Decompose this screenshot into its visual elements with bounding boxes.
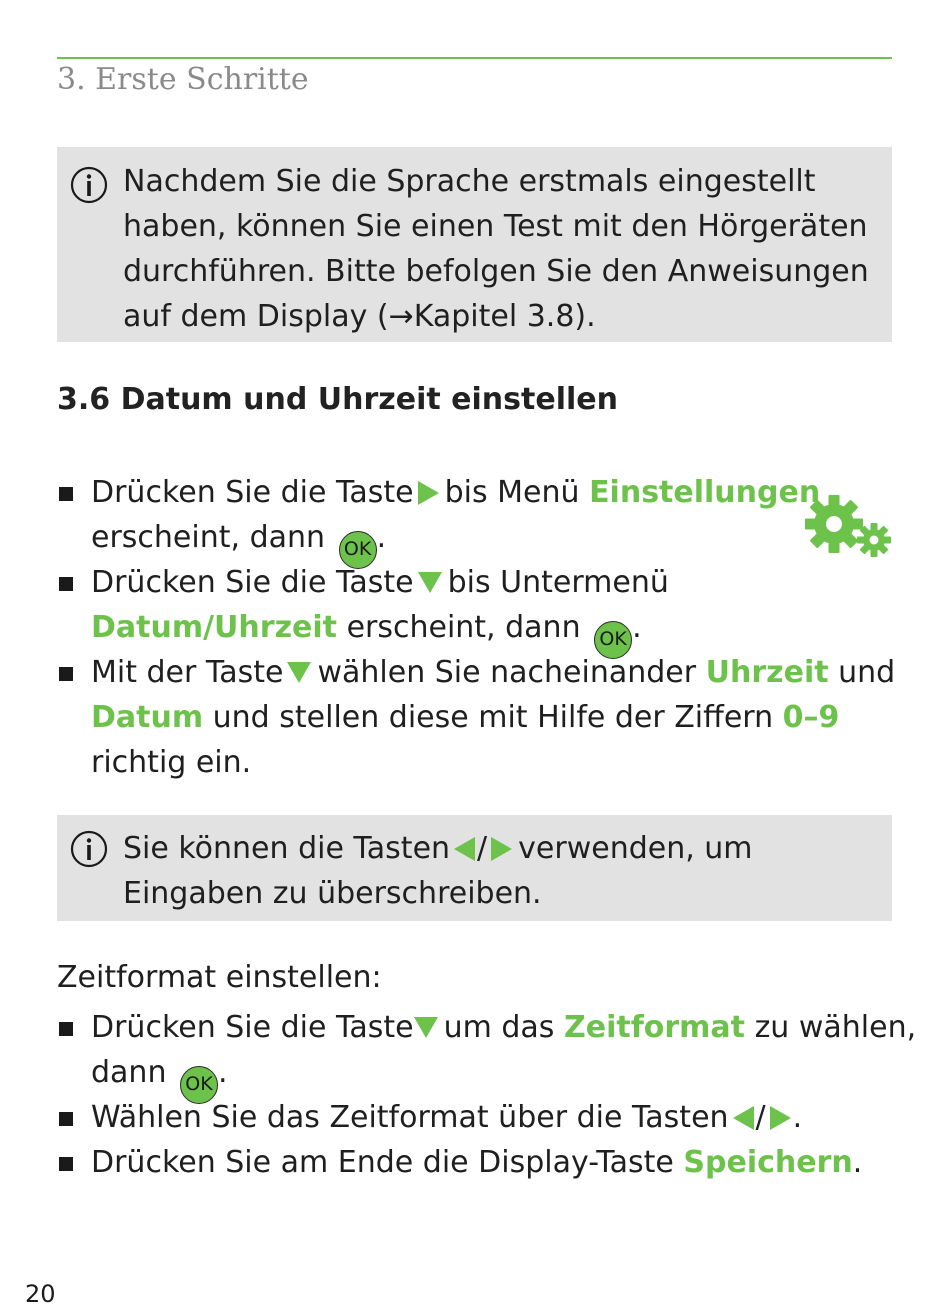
info-icon: [69, 829, 109, 869]
step-text: Drücken Sie die Taste: [91, 475, 414, 510]
step-text: Mit der Taste: [91, 655, 284, 690]
step-text: erscheint, dann: [91, 520, 326, 555]
list-item-continuation: [57, 695, 895, 740]
info-icon: [69, 165, 109, 205]
punctuation: .: [218, 1055, 228, 1090]
list-item: [57, 1095, 916, 1140]
menu-name-highlight: Zeitformat: [563, 1010, 746, 1045]
note-line: durchführen. Bitte befolgen Sie den Anweisungen: [123, 254, 869, 289]
list-item: [57, 1140, 916, 1185]
arrow-down-icon: [418, 572, 442, 593]
bullet-square-icon: [59, 577, 73, 591]
steps-list: [57, 470, 895, 785]
section-title: 3.6 Datum und Uhrzeit einstellen: [57, 382, 618, 417]
arrow-left-icon: [733, 1106, 754, 1130]
step-text: Wählen Sie das Zeitformat über die Tasten: [91, 1100, 729, 1135]
menu-name-highlight: Uhrzeit: [705, 655, 829, 690]
note-text: Sie können die Tasten: [123, 831, 451, 866]
list-item: [57, 650, 895, 695]
list-item-continuation: [57, 1050, 916, 1095]
menu-name-highlight: Einstellungen: [589, 475, 821, 510]
list-item: [57, 560, 895, 605]
step-text: und: [838, 655, 896, 690]
arrow-down-icon: [287, 662, 311, 683]
display-key-highlight: Speichern: [683, 1145, 853, 1180]
step-text: und stellen diese mit Hilfe der Ziffern: [212, 700, 774, 735]
arrow-right-icon: [491, 837, 512, 861]
punctuation: .: [852, 1145, 863, 1180]
info-note-1-text: [123, 159, 869, 339]
timeformat-heading: Zeitformat einstellen:: [57, 960, 382, 995]
step-text: wählen Sie nacheinander: [317, 655, 697, 690]
step-text: Drücken Sie am Ende die Display-Taste: [91, 1145, 674, 1180]
note-line: auf dem Display (→Kapitel 3.8).: [123, 299, 596, 334]
arrow-right-icon: [418, 481, 439, 505]
step-text: um das: [443, 1010, 555, 1045]
bullet-square-icon: [59, 1157, 73, 1171]
list-item-continuation: [57, 515, 895, 560]
info-note-2-text: [123, 826, 753, 916]
menu-name-highlight: Datum/Uhrzeit: [91, 610, 338, 645]
info-note-1: [57, 147, 892, 342]
note-line: haben, können Sie einen Test mit den Hörgeräten: [123, 209, 868, 244]
bullet-square-icon: [59, 487, 73, 501]
step-text: zu wählen,: [754, 1010, 917, 1045]
step-text: richtig ein.: [91, 745, 252, 780]
list-item: [57, 1005, 916, 1050]
step-text: bis Untermenü: [447, 565, 669, 600]
menu-name-highlight: Datum: [91, 700, 204, 735]
note-line: [123, 826, 753, 871]
step-text: bis Menü: [444, 475, 580, 510]
note-line: Nachdem Sie die Sprache erstmals eingestellt: [123, 164, 816, 199]
chapter-title: 3. Erste Schritte: [57, 62, 309, 97]
ok-button-icon: OK: [180, 1066, 218, 1104]
bullet-square-icon: [59, 667, 73, 681]
step-text: dann: [91, 1055, 167, 1090]
step-text: Drücken Sie die Taste: [91, 1010, 414, 1045]
arrow-down-icon: [414, 1017, 438, 1038]
bullet-square-icon: [59, 1112, 73, 1126]
page-number: 20: [25, 1280, 56, 1308]
digits-highlight: 0–9: [782, 700, 840, 735]
arrow-right-icon: [770, 1106, 791, 1130]
note-text: verwenden, um: [518, 831, 753, 866]
timeformat-list: [57, 1005, 916, 1185]
punctuation: .: [376, 520, 387, 555]
list-item-continuation: [57, 740, 895, 785]
ok-button-icon: OK: [594, 621, 632, 659]
header-rule: [57, 57, 892, 59]
ok-button-icon: OK: [339, 531, 377, 569]
slash: /: [477, 831, 488, 866]
bullet-square-icon: [59, 1022, 73, 1036]
punctuation: .: [792, 1100, 803, 1135]
info-note-2: [57, 815, 892, 921]
list-item: [57, 470, 895, 515]
slash: /: [755, 1100, 766, 1135]
note-line: Eingaben zu überschreiben.: [123, 876, 542, 911]
arrow-left-icon: [454, 837, 475, 861]
step-text: Drücken Sie die Taste: [91, 565, 414, 600]
punctuation: .: [632, 610, 642, 645]
step-text: erscheint, dann: [346, 610, 581, 645]
list-item-continuation: [57, 605, 895, 650]
